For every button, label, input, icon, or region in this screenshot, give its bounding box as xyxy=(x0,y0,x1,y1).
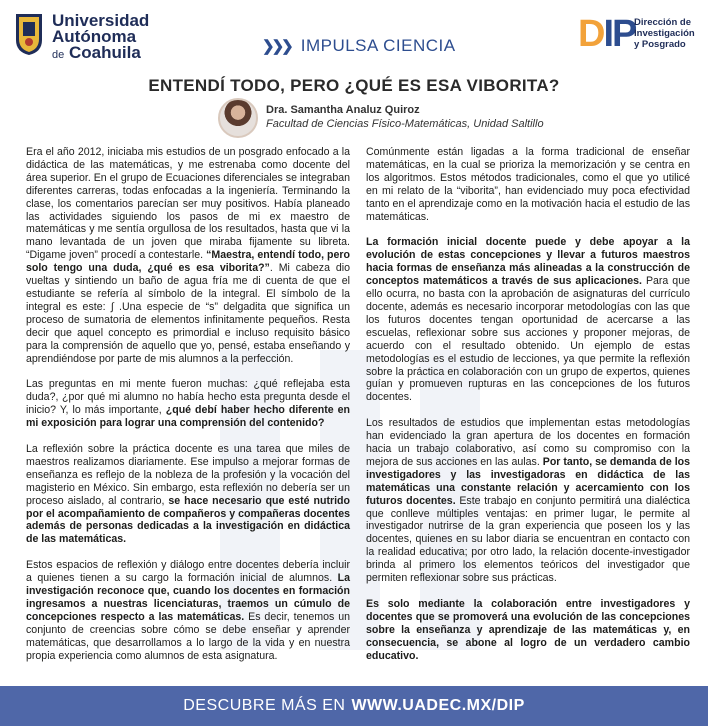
paragraph: Estos espacios de reflexión y diálogo entre docentes debería incluir a quienes tienen a su cargo la formación inicial de alumnos. La investigación reconoce que, cuando los docentes en formación ingresamos a nuestras licenciaturas, traemos un cúmulo de concepciones respecto a las matemáticas. Es decir, tenemos un conjunto de creencias sobre cómo se debe enseñar y aprender matemáticas, que desarrollamos a lo largo de la vida y en nuestra propia experiencia como alumnos de esta asignatura. xyxy=(26,559,350,662)
paragraph: Es solo mediante la colaboración entre investigadores y docentes que se promoverá una evolución de las concepciones sobre la enseñanza y aprendizaje de las matemáticas y, en consecuencia, se abone al logro de un verdadero cambio educativo. xyxy=(366,598,690,662)
author-avatar xyxy=(218,98,258,138)
right-column xyxy=(366,146,690,676)
footer-prefix: DESCUBRE MÁS EN xyxy=(183,697,346,714)
university-line1: Universidad xyxy=(52,11,150,30)
paragraph: Las preguntas en mi mente fueron muchas: ¿qué reflejaba esta duda?, ¿por qué mi alumno no había hecho esta pregunta desde el inicio? Y, lo más importante, ¿qué debí haber hecho diferente en mi exposición para lograr una comprensión del contenido? xyxy=(26,378,350,430)
university-de: de xyxy=(52,49,65,61)
paragraph: La reflexión sobre la práctica docente es una tarea que miles de maestros realizamos diariamente. Ese impulso a mejorar formas de enseñanza es reflejo de la nobleza de la profesión y la vocación del magisterio en México. Sin embargo, esta reflexión no debería ser un proceso aislado, al contrario, se hace necesario que esté nutrido por el acompañamiento de compañeros y compañeras docentes además de personas dedicadas a la investigación en didáctica de las matemáticas. xyxy=(26,443,350,546)
author-block xyxy=(218,98,618,142)
dip-logo xyxy=(578,14,698,60)
author-name: Dra. Samantha Analuz Quiroz xyxy=(266,104,420,116)
section-label: IMPULSA CIENCIA xyxy=(300,36,456,55)
article-title: ENTENDÍ TODO, PERO ¿QUÉ ES ESA VIBORITA? xyxy=(148,76,560,95)
paragraph: Los resultados de estudios que implementan estas metodologías han evidenciado la gran apertura de los docentes en formación hacia un trabajo colaborativo, así como su compromiso con la mejora de sus acciones en las aulas. Por tanto, se demanda de los investigadores y las investigadoras en didáctica de las matemáticas una constante relación y acercamiento con los futuros docentes. Este trabajo en conjunto permitirá una dialéctica que conlleve múltiples ventajas: en primer lugar, le permite al investigador nutrirse de la gran experiencia que poseen los y las docentes, quienes en su labor diaria se encuentran en contacto con la realidad educativa; por otro lado, la relación docente-investigador brinda al primero los elementos teóricos del investigador que permiten reflexionar sobre sus prácticas. xyxy=(366,417,691,585)
header xyxy=(0,0,708,80)
dip-logo-mark: DIP xyxy=(578,13,636,55)
chevrons-icon: ❯❯❯ xyxy=(262,38,291,55)
university-line3: Coahuila xyxy=(68,43,141,62)
left-column xyxy=(26,146,350,676)
paragraph: La formación inicial docente puede y debe apoyar a la evolución de estas concepciones y llevar a futuros maestros hacia formas de enseñanza más alineadas a la construcción de conceptos matemáticos a través de sus aplicaciones. Para que ello ocurra, no basta con la aprobación de asignaturas del currículo docente, además es necesario incorporar metodologías con las que los futuros docentes tengan oportunidad de acercarse a las escuelas, reflexionar sobre sus acciones y proponer mejoras, de acuerdo con el resultado obtenido. Un ejemplo de estas metodologías es el estudio de lecciones, ya que permite la reflexión sobre la práctica en colaboración con un grupo de expertos, quienes guían y promueven rupturas en las concepciones de los futuros docentes. xyxy=(366,236,690,404)
dip-logo-text: Dirección de Investigación y Posgrado xyxy=(634,17,695,50)
author-affiliation: Facultad de Ciencias Físico-Matemáticas, Unidad Saltillo xyxy=(266,118,544,130)
university-line2: Autónoma xyxy=(52,27,137,46)
section-heading xyxy=(262,36,456,56)
paragraph: Era el año 2012, iniciaba mis estudios de un posgrado enfocado a la didáctica de las matemáticas, y me estrenaba como docente del área superior. En el grupo de Ecuaciones diferenciales se integraban diferentes carreras, todas enfocadas a la ingeniería. Terminando la clase, los comentarios parecían ser muy positivos. Había planeado las actividades siguiendo los pasos de mi ex maestro de matemáticas y me sentía orgullosa de los resultados, hasta que vi la mano levantada de un joven que miraba fijamente su libreta. “Digame joven” procedí a contestarle. “Maestra, entendí todo, pero solo tengo una duda, ¿qué es esa viborita?”. Mi cabeza dio vueltas y sintiendo un baño de agua fría me di cuenta de que el estudiante se refería al símbolo de la integral. El símbolo de la integral es este: ∫ .Una especie de “s” delgadita que significa un proceso de sumatoria de elementos infinitamente pequeños. Resta decir que aquel concepto es primordial e incluso requisito básico para la comprensión de aquello que yo, pensé, estaba enseñando y aprendiéndose por parte de mis alumnos a la perfección. xyxy=(26,146,351,365)
university-name xyxy=(52,13,149,63)
footer-banner xyxy=(0,686,708,726)
crest-icon xyxy=(14,12,44,56)
footer-text xyxy=(183,697,525,715)
footer-url-link[interactable]: WWW.UADEC.MX/DIP xyxy=(351,697,525,714)
paragraph: Comúnmente están ligadas a la forma tradicional de enseñar matemáticas, en la cual se prioriza la memorización y se centra en los algoritmos. Estos métodos tradicionales, como el que yo utilicé en mi relato de la “viborita”, han evidenciado muy poca efectividad tanto en el aprendizaje como en la motivación hacia el estudio de las matemáticas. xyxy=(366,146,690,223)
university-logo xyxy=(14,12,174,64)
